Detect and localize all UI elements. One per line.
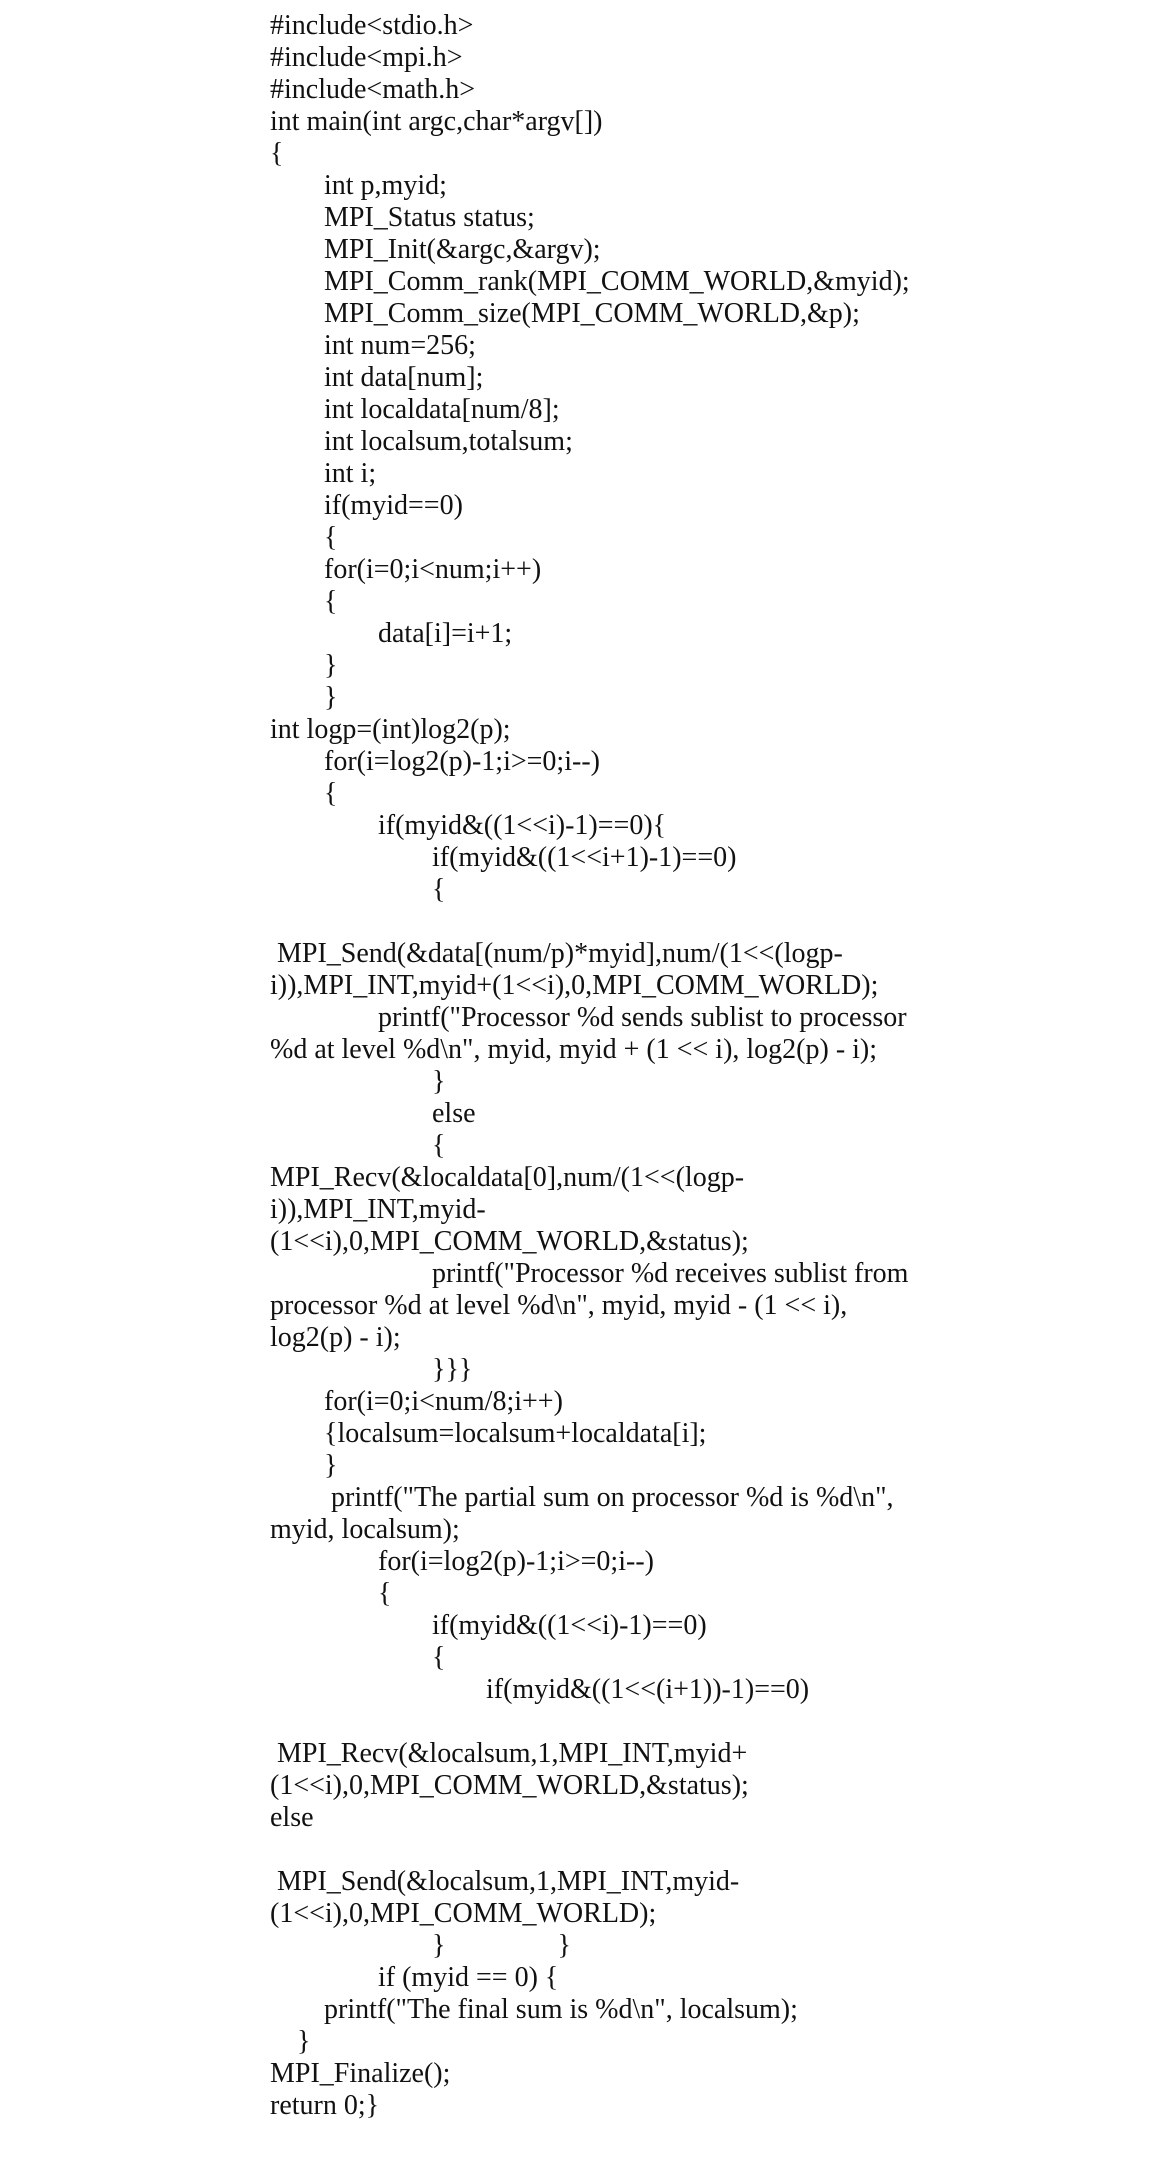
code-line: printf("The final sum is %d\n", localsum); [324,1994,798,2025]
code-line: MPI_Init(&argc,&argv); [324,234,601,265]
code-line: int i; [324,458,377,489]
code-line: for(i=log2(p)-1;i>=0;i--) [324,746,600,777]
code-line: myid, localsum); [270,1514,460,1545]
code-line: #include<math.h> [270,74,475,105]
code-line: if(myid&((1<<(i+1))-1)==0) [486,1674,810,1705]
code-line: { [432,874,446,905]
code-line: i)),MPI_INT,myid- [270,1194,486,1225]
code-line: return 0;} [270,2090,380,2121]
code-line: %d at level %d\n", myid, myid + (1 << i), log2(p) - i); [270,1034,878,1065]
code-line: } } [432,1930,571,1961]
code-line: } [324,1450,338,1481]
code-line [270,906,910,938]
code-line [270,1706,910,1738]
code-line: (1<<i),0,MPI_COMM_WORLD); [270,1898,657,1929]
code-line: printf("Processor %d sends sublist to processor [378,1002,907,1033]
code-line: { [270,138,284,169]
code-line: if(myid==0) [324,490,463,521]
code-line: int num=256; [324,330,476,361]
code-listing [270,10,910,2122]
code-line: i)),MPI_INT,myid+(1<<i),0,MPI_COMM_WORLD); [270,970,879,1001]
code-line: int localdata[num/8]; [324,394,560,425]
code-line: for(i=0;i<num/8;i++) [324,1386,563,1417]
code-line: } [297,2026,311,2057]
code-line: int data[num]; [324,362,484,393]
code-line: MPI_Comm_size(MPI_COMM_WORLD,&p); [324,298,860,329]
code-line: data[i]=i+1; [378,618,513,649]
code-line: if(myid&((1<<i+1)-1)==0) [432,842,737,873]
code-line: if(myid&((1<<i)-1)==0){ [378,810,667,841]
code-line: }}} [432,1354,473,1385]
code-line: int main(int argc,char*argv[]) [270,106,603,137]
code-line: MPI_Status status; [324,202,535,233]
code-line: MPI_Recv(&localdata[0],num/(1<<(logp- [270,1162,745,1193]
code-line: {localsum=localsum+localdata[i]; [324,1418,707,1449]
code-line: else [270,1802,314,1833]
code-line: int logp=(int)log2(p); [270,714,511,745]
code-line: (1<<i),0,MPI_COMM_WORLD,&status); [270,1770,749,1801]
code-line: processor %d at level %d\n", myid, myid - (1 << i), [270,1290,848,1321]
code-line: #include<stdio.h> [270,10,474,41]
code-line: } [324,650,338,681]
code-line: { [324,778,338,809]
code-line: MPI_Send(&localsum,1,MPI_INT,myid- [270,1866,740,1897]
code-line: { [324,586,338,617]
code-line: int localsum,totalsum; [324,426,573,457]
code-line: { [378,1578,392,1609]
code-line: MPI_Recv(&localsum,1,MPI_INT,myid+ [270,1738,748,1769]
code-line: (1<<i),0,MPI_COMM_WORLD,&status); [270,1226,749,1257]
code-line: #include<mpi.h> [270,42,463,73]
code-line: if(myid&((1<<i)-1)==0) [432,1610,707,1641]
code-line: { [432,1130,446,1161]
code-line: log2(p) - i); [270,1322,401,1353]
code-line: if (myid == 0) { [378,1962,559,1993]
code-line: } [324,682,338,713]
code-line: MPI_Finalize(); [270,2058,451,2089]
code-line: else [432,1098,476,1129]
code-line: } [432,1066,446,1097]
code-line: { [324,522,338,553]
code-line: int p,myid; [324,170,447,201]
code-line: MPI_Comm_rank(MPI_COMM_WORLD,&myid); [324,266,910,297]
code-line [270,1834,910,1866]
code-line: printf("The partial sum on processor %d is %d\n", [324,1482,894,1513]
code-line: printf("Processor %d receives sublist from [432,1258,909,1289]
code-line: { [432,1642,446,1673]
code-line: MPI_Send(&data[(num/p)*myid],num/(1<<(logp- [270,938,843,969]
code-line: for(i=log2(p)-1;i>=0;i--) [378,1546,654,1577]
code-line: for(i=0;i<num;i++) [324,554,542,585]
